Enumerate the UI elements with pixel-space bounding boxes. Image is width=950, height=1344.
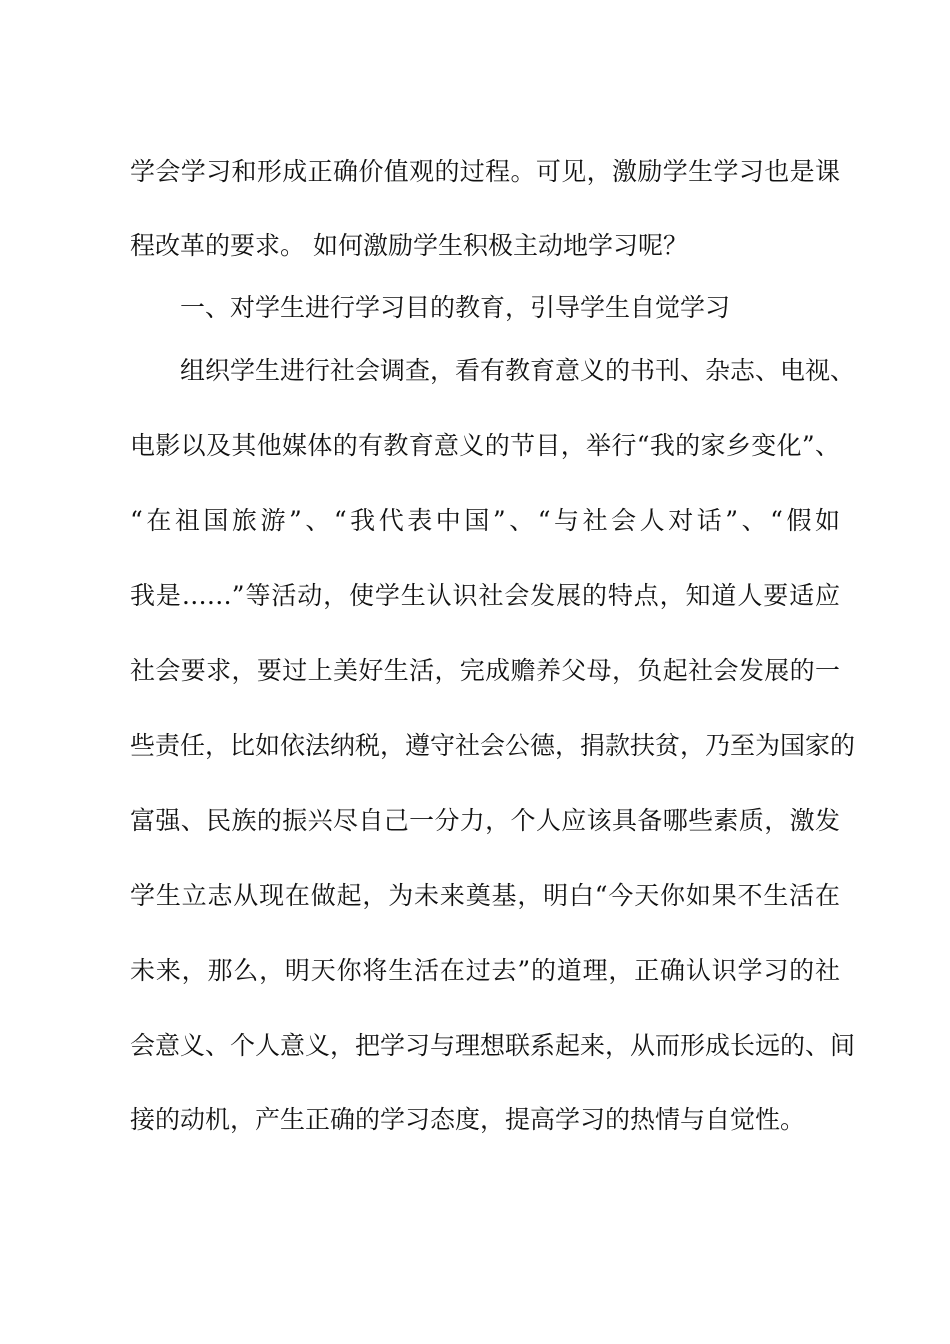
text-line-13: 会意义、个人意义，把学习与理想联系起来，从而形成长远的、间 [130,1031,856,1060]
text-line-7: 我是……”等活动，使学生认识社会发展的特点，知道人要适应 [130,581,840,610]
section-heading: 一、对学生进行学习目的教育，引导学生自觉学习 [180,293,731,322]
text-line-9: 些责任，比如依法纳税，遵守社会公德，捐款扶贫，乃至为国家的 [130,731,856,760]
text-line-1: 学会学习和形成正确价值观的过程。可见，激励学生学习也是课 [130,157,840,186]
text-line-8: 社会要求，要过上美好生活，完成赡养父母，负起社会发展的一 [130,656,840,685]
text-line-2: 程改革的要求。 如何激励学生积极主动地学习呢？ [130,231,688,260]
text-line-4: 组织学生进行社会调查，看有教育意义的书刊、杂志、电视、 [180,356,856,385]
text-line-6: “在祖国旅游”、“我代表中国”、“与社会人对话”、“假如 [130,506,840,535]
text-line-11: 学生立志从现在做起，为未来奠基，明白“今天你如果不生活在 [130,881,840,910]
text-line-10: 富强、民族的振兴尽自己一分力，个人应该具备哪些素质，激发 [130,806,840,835]
text-line-14: 接的动机，产生正确的学习态度，提高学习的热情与自觉性。 [130,1105,806,1134]
text-line-5: 电影以及其他媒体的有教育意义的节目，举行“我的家乡变化”、 [130,431,840,460]
text-line-12: 未来，那么，明天你将生活在过去”的道理，正确认识学习的社 [130,956,840,985]
